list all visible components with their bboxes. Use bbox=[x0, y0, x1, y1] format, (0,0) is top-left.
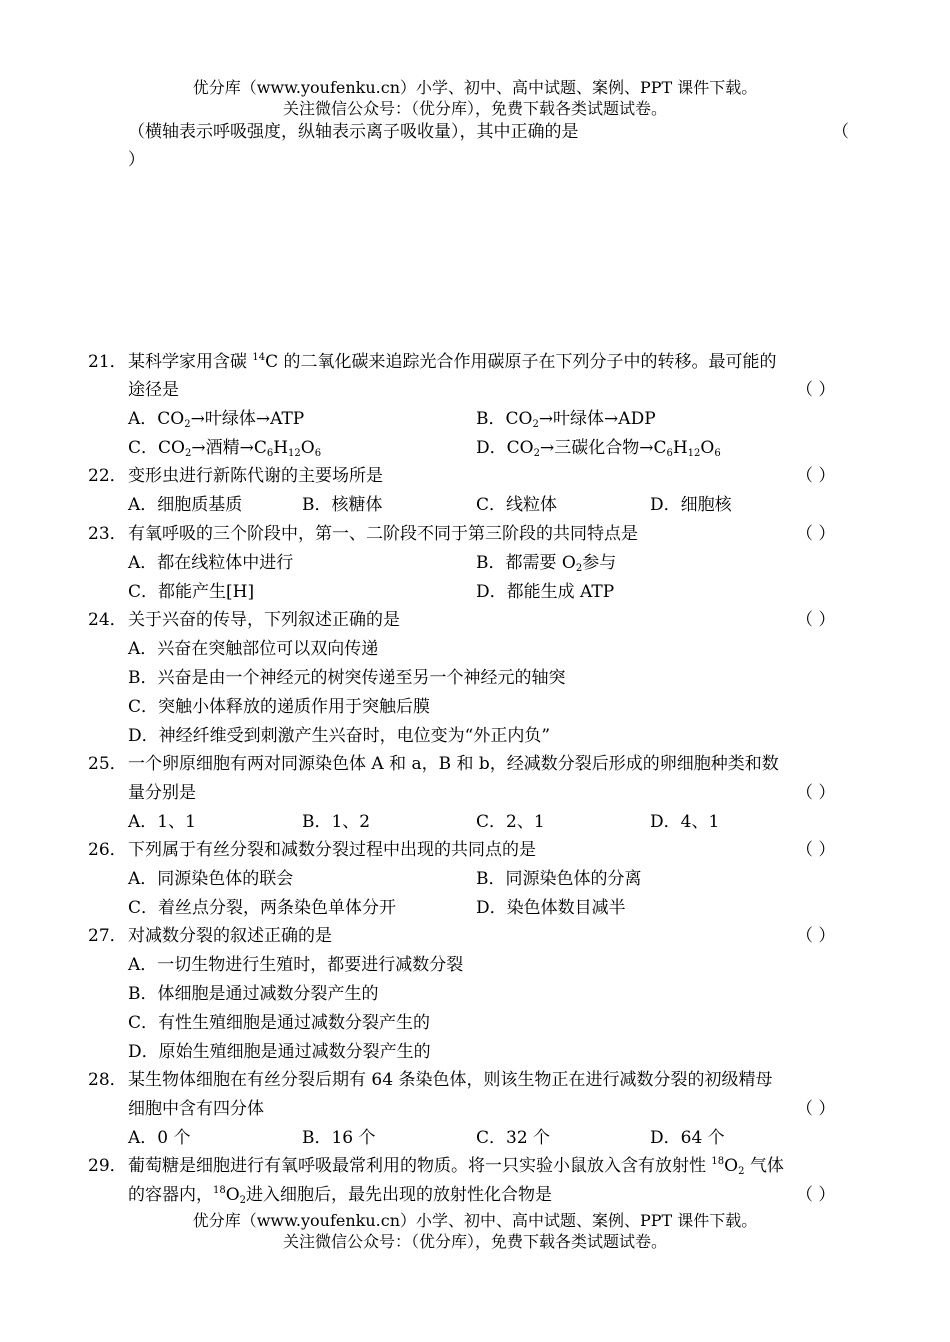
q21-option-b: B．$CO_2\to$叶绿体→ADP bbox=[476, 409, 656, 430]
q26-option-b: B．同源染色体的分离 bbox=[476, 869, 642, 889]
footer-line-1: 优分库（www.youfenku.cn）小学、初中、高中试题、案例、PPT 课件下载。 bbox=[192, 1211, 758, 1230]
question-number-28: 28． bbox=[88, 1070, 127, 1090]
answer-blank-21[interactable]: （ ） bbox=[796, 380, 836, 400]
q27-option-c: C．有性生殖细胞是通过减数分裂产生的 bbox=[128, 1013, 431, 1033]
question-number-24: 24． bbox=[88, 610, 127, 630]
q22-option-b: B．核糖体 bbox=[302, 495, 383, 515]
question-number-21: 21． bbox=[88, 352, 127, 372]
q28-option-d: D．64 个 bbox=[650, 1128, 725, 1148]
question-29-stem-line-1: 葡萄糖是细胞进行有氧呼吸最常利用的物质。将一只实验小鼠放入含有放射性 $^{18}O_2$ 气体 bbox=[128, 1156, 784, 1177]
q22-option-d: D．细胞核 bbox=[650, 495, 732, 515]
answer-blank-24[interactable]: （ ） bbox=[796, 610, 836, 630]
question-21-stem-line-2: 途径是 bbox=[128, 380, 179, 400]
prev-paren-close: ） bbox=[128, 150, 145, 170]
answer-blank-26[interactable]: （ ） bbox=[796, 840, 836, 860]
question-22-stem: 变形虫进行新陈代谢的主要场所是 bbox=[128, 466, 383, 486]
q25-option-d: D．4、1 bbox=[650, 812, 720, 832]
header-line-1: 优分库（www.youfenku.cn）小学、初中、高中试题、案例、PPT 课件下载。 bbox=[192, 78, 758, 97]
q23-option-a: A．都在线粒体中进行 bbox=[128, 553, 294, 573]
q25-option-c: C．2、1 bbox=[476, 812, 545, 832]
answer-blank-25[interactable]: （ ） bbox=[796, 783, 836, 803]
question-number-25: 25． bbox=[88, 754, 127, 774]
question-number-23: 23． bbox=[88, 524, 127, 544]
footer-line-2: 关注微信公众号：（优分库），免费下载各类试题试卷。 bbox=[282, 1232, 667, 1251]
q28-option-b: B．16 个 bbox=[302, 1128, 376, 1148]
q26-option-a: A．同源染色体的联会 bbox=[128, 869, 294, 889]
q22-option-a: A．细胞质基质 bbox=[128, 495, 243, 515]
q28-option-a: A．0 个 bbox=[128, 1128, 191, 1148]
q28-option-c: C．32 个 bbox=[476, 1128, 551, 1148]
question-number-22: 22． bbox=[88, 466, 127, 486]
q23-option-b: B．都需要 $O_2$参与 bbox=[476, 553, 617, 574]
q24-option-d: D．神经纤维受到刺激产生兴奋时，电位变为“外正内负” bbox=[128, 726, 551, 746]
question-25-stem-line-2: 量分别是 bbox=[128, 783, 196, 803]
q27-option-d: D．原始生殖细胞是通过减数分裂产生的 bbox=[128, 1042, 431, 1062]
q24-option-b: B．兴奋是由一个神经元的树突传递至另一个神经元的轴突 bbox=[128, 668, 566, 688]
answer-blank-23[interactable]: （ ） bbox=[796, 524, 836, 544]
question-27-stem: 对减数分裂的叙述正确的是 bbox=[128, 926, 332, 946]
question-23-stem: 有氧呼吸的三个阶段中，第一、二阶段不同于第三阶段的共同特点是 bbox=[128, 524, 638, 544]
question-25-stem-line-1: 一个卵原细胞有两对同源染色体 A 和 a，B 和 b，经减数分裂后形成的卵细胞种类和数 bbox=[128, 754, 779, 774]
q21-option-d: D．$CO_2\to$三碳化合物$\to C_6H_{12}O_6$ bbox=[476, 438, 721, 459]
answer-blank-22[interactable]: （ ） bbox=[796, 466, 836, 486]
q25-option-a: A．1、1 bbox=[128, 812, 196, 832]
answer-blank-28[interactable]: （ ） bbox=[796, 1099, 836, 1119]
question-28-stem-line-1: 某生物体细胞在有丝分裂后期有 64 条染色体，则该生物正在进行减数分裂的初级精母 bbox=[128, 1070, 773, 1090]
q21-option-a: A．$CO_2\to$叶绿体→ATP bbox=[128, 409, 305, 430]
question-24-stem: 关于兴奋的传导，下列叙述正确的是 bbox=[128, 610, 400, 630]
q22-option-c: C．线粒体 bbox=[476, 495, 558, 515]
q26-option-c: C．着丝点分裂，两条染色单体分开 bbox=[128, 898, 397, 918]
prev-paren-open: （ bbox=[832, 122, 849, 142]
q23-option-c: C．都能产生[H] bbox=[128, 582, 255, 602]
question-number-27: 27． bbox=[88, 926, 127, 946]
q25-option-b: B．1、2 bbox=[302, 812, 371, 832]
q27-option-b: B．体细胞是通过减数分裂产生的 bbox=[128, 984, 379, 1004]
question-21-stem-line-1: 某科学家用含碳 $^{14}$C 的二氧化碳来追踪光合作用碳原子在下列分子中的转移。最可能的 bbox=[128, 352, 777, 372]
question-29-stem-line-2: 的容器内，$^{18}O_2$进入细胞后，最先出现的放射性化合物是 bbox=[128, 1185, 553, 1206]
q27-option-a: A．一切生物进行生殖时，都要进行减数分裂 bbox=[128, 955, 464, 975]
question-26-stem: 下列属于有丝分裂和减数分裂过程中出现的共同点的是 bbox=[128, 840, 536, 860]
answer-blank-27[interactable]: （ ） bbox=[796, 926, 836, 946]
prev-question-line: （横轴表示呼吸强度，纵轴表示离子吸收量），其中正确的是 bbox=[128, 122, 579, 142]
q24-option-a: A．兴奋在突触部位可以双向传递 bbox=[128, 639, 379, 659]
question-number-26: 26． bbox=[88, 840, 127, 860]
answer-blank-29[interactable]: （ ） bbox=[796, 1185, 836, 1205]
question-number-29: 29． bbox=[88, 1156, 127, 1176]
question-28-stem-line-2: 细胞中含有四分体 bbox=[128, 1099, 264, 1119]
q21-option-c: C．$CO_2\to$酒精$\to C_6H_{12}O_6$ bbox=[128, 438, 322, 459]
header-line-2: 关注微信公众号：（优分库），免费下载各类试题试卷。 bbox=[282, 99, 667, 118]
q24-option-c: C．突触小体释放的递质作用于突触后膜 bbox=[128, 697, 431, 717]
q23-option-d: D．都能生成 ATP bbox=[476, 582, 615, 602]
q26-option-d: D．染色体数目减半 bbox=[476, 898, 626, 918]
